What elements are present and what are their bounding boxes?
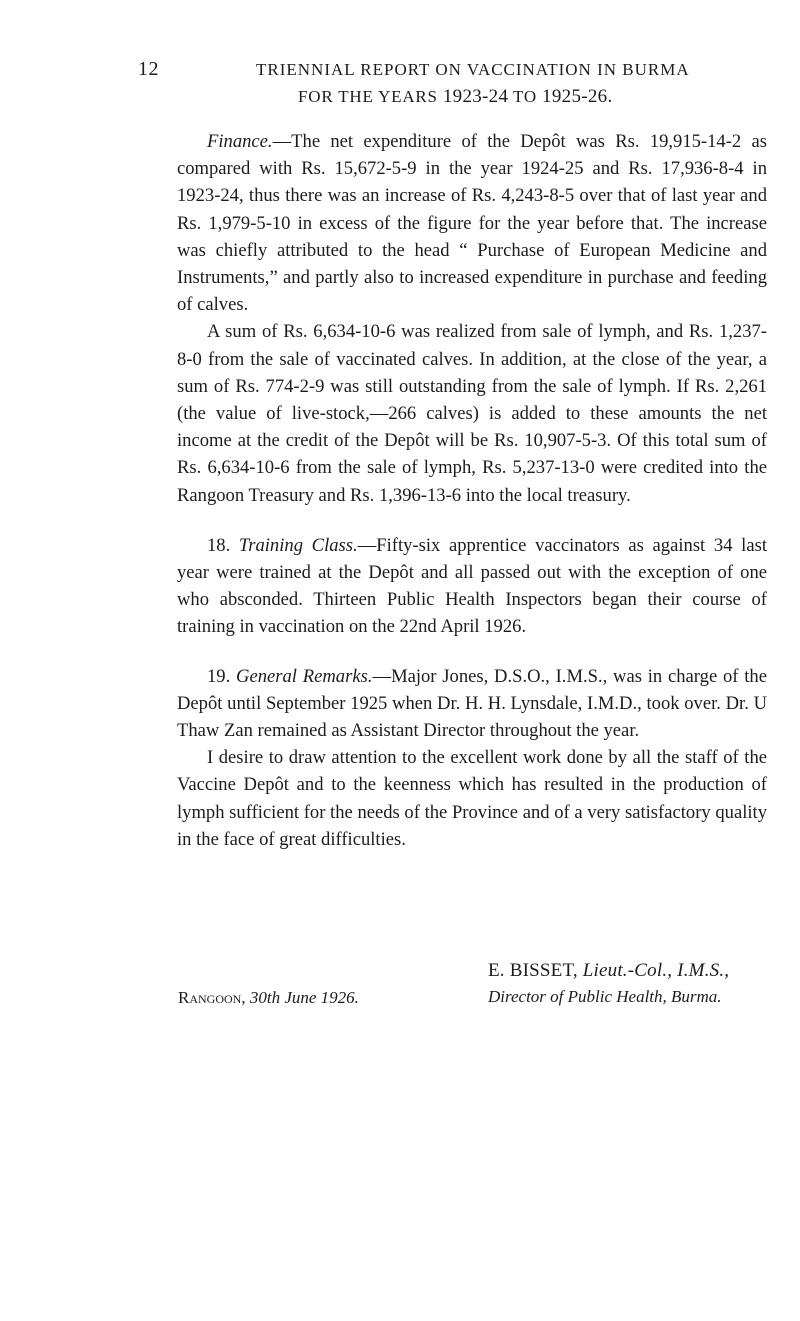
training-text: —Fifty-six apprentice vaccinators as against 34 last year were trained at the Depôt and all passed out with the exception of one who absconded. Thirteen Public Health Inspectors began their course of training in vaccination on the 22nd April 1926. xyxy=(177,534,767,638)
finance-heading: Finance. xyxy=(207,131,273,152)
running-title: TRIENNIAL REPORT ON VACCINATION IN BURMA xyxy=(256,60,690,79)
report-body xyxy=(177,128,767,853)
training-section-number: 18. xyxy=(207,534,231,556)
general-heading: General Remarks. xyxy=(236,665,373,687)
running-subtitle xyxy=(298,86,613,108)
subtitle-mid: TO xyxy=(508,87,543,106)
page-header xyxy=(0,58,800,107)
finance-text: —The net expenditure of the Depôt was Rs. 19,915-14-2 as compared with Rs. 15,672-5-9 in the year 1924-25 and Rs. 17,936-8-4 in 1923-24, thus there was an increase of Rs. 4,243-8-5 over that of last year and Rs. 1,979-5-10 in excess of the figure for the year before that. The increase was chiefly attributed to the head “ Purchase of European Medicine and Instruments,” and partly also to increased expenditure in purchase and feeding of calves. xyxy=(177,131,767,316)
date: 30th June 1926. xyxy=(249,988,359,1007)
subtitle-year-end: 1925-26. xyxy=(542,86,613,107)
finance-income-paragraph: A sum of Rs. 6,634-10-6 was realized from sale of lymph, and Rs. 1,237-8-0 from the sale of vaccinated calves. In addition, at the close of the year, a sum of Rs. 774-2-9 was still outstanding from the sale of lymph. If Rs. 2,261 (the value of live-stock,—266 calves) is added to these amounts the net income at the credit of the Depôt will be Rs. 10,907-5-3. Of this total sum of Rs. 6,634-10-6 from the sale of lymph, Rs. 5,237-13-0 were credited into the Rangoon Treasury and Rs. 1,396-13-6 into the local treasury. xyxy=(177,321,767,506)
subtitle-year-start: 1923-24 xyxy=(442,86,509,107)
place-and-date xyxy=(178,988,359,1008)
page-number: 12 xyxy=(138,58,159,80)
training-class-paragraph xyxy=(177,532,767,641)
general-section-number: 19. xyxy=(207,665,231,687)
subtitle-pre: FOR THE YEARS xyxy=(298,87,443,106)
place: Rangoon, xyxy=(178,988,250,1007)
general-remarks-paragraph xyxy=(177,663,767,745)
finance-paragraph xyxy=(177,128,767,318)
signatory-name xyxy=(488,960,729,982)
general-text: —Major Jones, D.S.O., I.M.S., was in charge of the Depôt until September 1925 when Dr. H. H. Lynsdale, I.M.D., took over. Dr. U Thaw Zan remained as Assistant Director throughout the year. xyxy=(177,665,767,742)
signatory-surname: E. BISSET, xyxy=(488,960,583,981)
signatory-rank: Lieut.-Col., I.M.S., xyxy=(582,960,730,981)
closing-paragraph: I desire to draw attention to the excellent work done by all the staff of the Vaccine Depôt and to the keenness which has resulted in the production of lymph sufficient for the needs of the Province and of a very satisfactory quality in the face of great difficulties. xyxy=(177,747,767,850)
signatory-title: Director of Public Health, Burma. xyxy=(488,987,722,1006)
training-heading: Training Class. xyxy=(238,534,358,556)
